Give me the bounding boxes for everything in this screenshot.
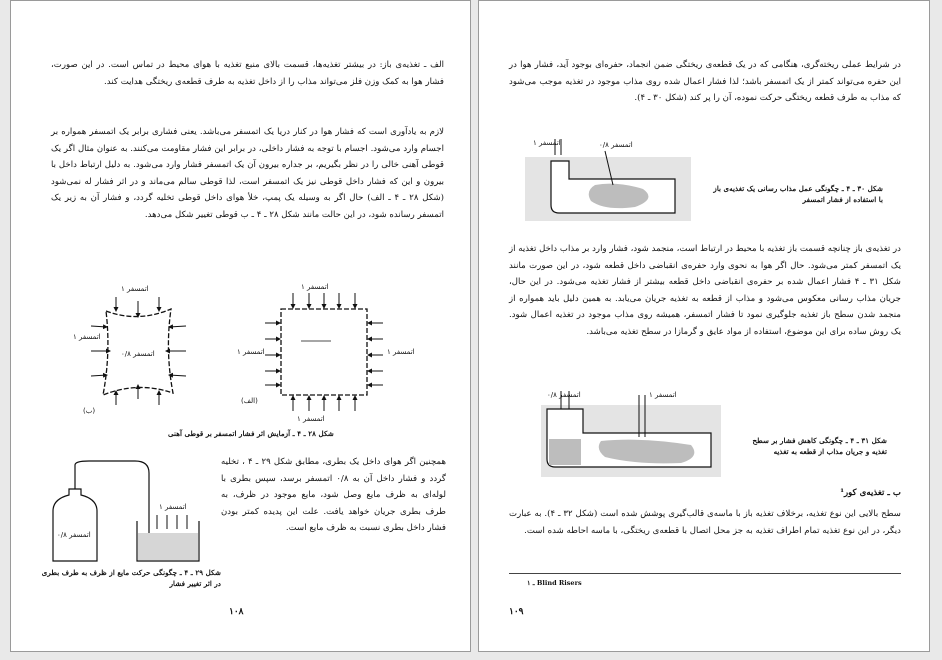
fig28-label-1atm-b: ۱ اتمسفر bbox=[121, 285, 149, 293]
paragraph-reverse-flow: در تغذیه‌ی باز چنانچه قسمت باز تغذیه با محیط در ارتباط است، منجمد شود، فشار وارد بر مذاب داخل تغذیه از یک اتمسفر کمتر می‌شود. حال اگر هوا به نحوی وارد حفره‌ی انقباضی داخل قطعه شود، در این صورت مانند شکل ۳۱ ـ ۴ فشار اعمال شده بر حفره‌ی انقباضی داخل قطعه بیشتر از فشار تغذیه می‌شود. در این حال، جریان مذاب رسانی معکوس می‌شود و مذاب از قطعه به تغذیه جریان می‌یابد. به همین دلیل باید همواره از منجمد شدن سطح باز تغذیه جلوگیری نمود تا فشار اتمسفر، همیشه روی مذاب موجود در تغذیه اعمال شود. یک روش ساده برای این موضوع، استفاده از مواد عایق و گرمازا در سطح تغذیه می‌باشد. bbox=[509, 244, 901, 337]
fig30-label-1atm: ۱ اتمسفر bbox=[533, 139, 561, 147]
paragraph-bottle-experiment: همچنین اگر هوای داخل یک بطری، مطابق شکل ۲۹ ـ ۴ ، تخلیه گردد و فشار داخل آن به ۰/۸ اتمسفر برسد، سپس بطری با لوله‌ای به ظرف مایع وصل شود، مایع موجود در ظرف، به طرف بطری جریان خواهد یافت. علت این پدیده کمتر بودن فشار داخل بطری نسبت به ظرف مایع است. bbox=[221, 457, 446, 533]
fig30-label-08atm: ۰/۸ اتمسفر bbox=[599, 141, 633, 149]
paragraph-casting-conditions: در شرایط عملی ریخته‌گری، هنگامی که در یک قطعه‌ی ریختگی ضمن انجماد، حفره‌ای بوجود آید، فشار هوا در این حفره می‌تواند کمتر از یک اتمسفر باشد؛ لذا فشار اعمال شده روی مذاب موجود در تغذیه موجب می‌شود که مذاب به طرف قطعه ریختگی حرکت نموده، آن را پر کند (شکل ۳۰ ـ ۴). bbox=[509, 60, 901, 103]
fig28-label-1atm-a-inner: ۱ اتمسفر bbox=[237, 348, 265, 356]
footnote-blind-risers: ۱ ـ Blind Risers bbox=[527, 579, 582, 587]
figure-29-caption: شکل ۲۹ ـ ۴ ـ چگونگی حرکت مایع از ظرف به طرف بطری در اثر تغییر فشار bbox=[41, 568, 221, 588]
figure-28-can-experiment bbox=[61, 281, 441, 423]
fig28-label-a: (الف) bbox=[241, 397, 258, 405]
figure-31-caption: شکل ۳۱ ـ ۴ ـ چگونگی کاهش فشار بر سطح تغذیه و جریان مذاب از قطعه به تغذیه bbox=[752, 436, 887, 456]
fig28-label-1atm-a-bottom: ۱ اتمسفر bbox=[297, 415, 325, 423]
fig29-label-08atm: ۰/۸ اتمسفر bbox=[57, 531, 91, 539]
footnote-divider bbox=[509, 573, 901, 574]
fig31-label-1atm: ۱ اتمسفر bbox=[649, 391, 677, 399]
left-page bbox=[10, 0, 471, 652]
figure-29-bottle bbox=[49, 459, 217, 565]
fig28-label-b: (ب) bbox=[83, 407, 96, 415]
figure-28-caption: شکل ۲۸ ـ ۴ ـ آزمایش اثر فشار اتمسفر بر قوطی آهنی bbox=[168, 429, 334, 438]
page-number-right: ۱۰۹ bbox=[509, 607, 524, 617]
heading-blind-riser: ب ـ تغذیه‌ی کور¹ bbox=[840, 488, 901, 498]
paragraph-blind-riser: سطح بالایی این نوع تغذیه، برخلاف تغذیه باز با ماسه‌ی قالب‌گیری پوشش شده است (شکل ۳۲ ـ ۴). به عبارت دیگر، در این نوع تغذیه تمام اطراف تغذیه به جز محل اتصال با قطعه‌ی ریختگی، با ماسه احاطه شده است. bbox=[509, 509, 901, 536]
fig28-label-08atm: ۰/۸ اتمسفر bbox=[121, 350, 155, 358]
figure-30-open-riser bbox=[525, 135, 691, 221]
fig31-label-08atm: ۰/۸ اتمسفر bbox=[547, 391, 581, 399]
fig28-label-1atm-a-top: ۱ اتمسفر bbox=[301, 283, 329, 291]
right-page bbox=[478, 0, 930, 652]
figure-31-reverse-feeding bbox=[541, 387, 721, 477]
page-number-left: ۱۰۸ bbox=[229, 607, 244, 617]
fig28-label-1atm-a-right: ۱ اتمسفر bbox=[387, 348, 415, 356]
fig28-label-1atm-b-side: ۱ اتمسفر bbox=[73, 333, 101, 341]
paragraph-atmospheric-pressure: لازم به یادآوری است که فشار هوا در کنار دریا یک اتمسفر می‌باشد. یعنی فشاری برابر یک اتمسفر همواره بر اجسام وارد می‌شود. اجسام با توجه به فشار داخلی، در برابر این فشار مقاومت می‌کنند. به عنوان مثال اگر یک قوطی آهنی خالی را در نظر بگیریم، بر جداره بیرون آن یک اتمسفر فشار وارد می‌شود. به دلیل ارتباط داخل با بیرون و این که فشار داخل قوطی نیز یک اتمسفر است، لذا قوطی سالم می‌ماند و در اثر فشار له نمی‌شود (شکل ۲۸ ـ ۴ ـ الف) حال اگر به وسیله یک پمپ، خلأ هوای داخل قوطی تخلیه گردد، و فشار آن به زیر یک اتمسفر رسانده شود، در این حالت مانند شکل ۲۸ ـ ۴ ـ ب قوطی تغییر شکل می‌دهد. bbox=[51, 127, 445, 220]
figure-30-caption: شکل ۳۰ ـ ۴ ـ چگونگی عمل مذاب رسانی یک تغذیه‌ی باز با استفاده از فشار اتمسفر bbox=[713, 184, 883, 204]
paragraph-open-riser: الف ـ تغذیه‌ی باز: در بیشتر تغذیه‌ها، قسمت بالای منبع تغذیه با هوای محیط در تماس است. در این صورت، فشار هوا به کمک وزن فلز می‌تواند مذاب را از داخل تغذیه به طرف قطعه‌ی ریختگی هدایت کند. bbox=[51, 60, 444, 87]
fig29-label-1atm: ۱ اتمسفر bbox=[159, 503, 187, 511]
